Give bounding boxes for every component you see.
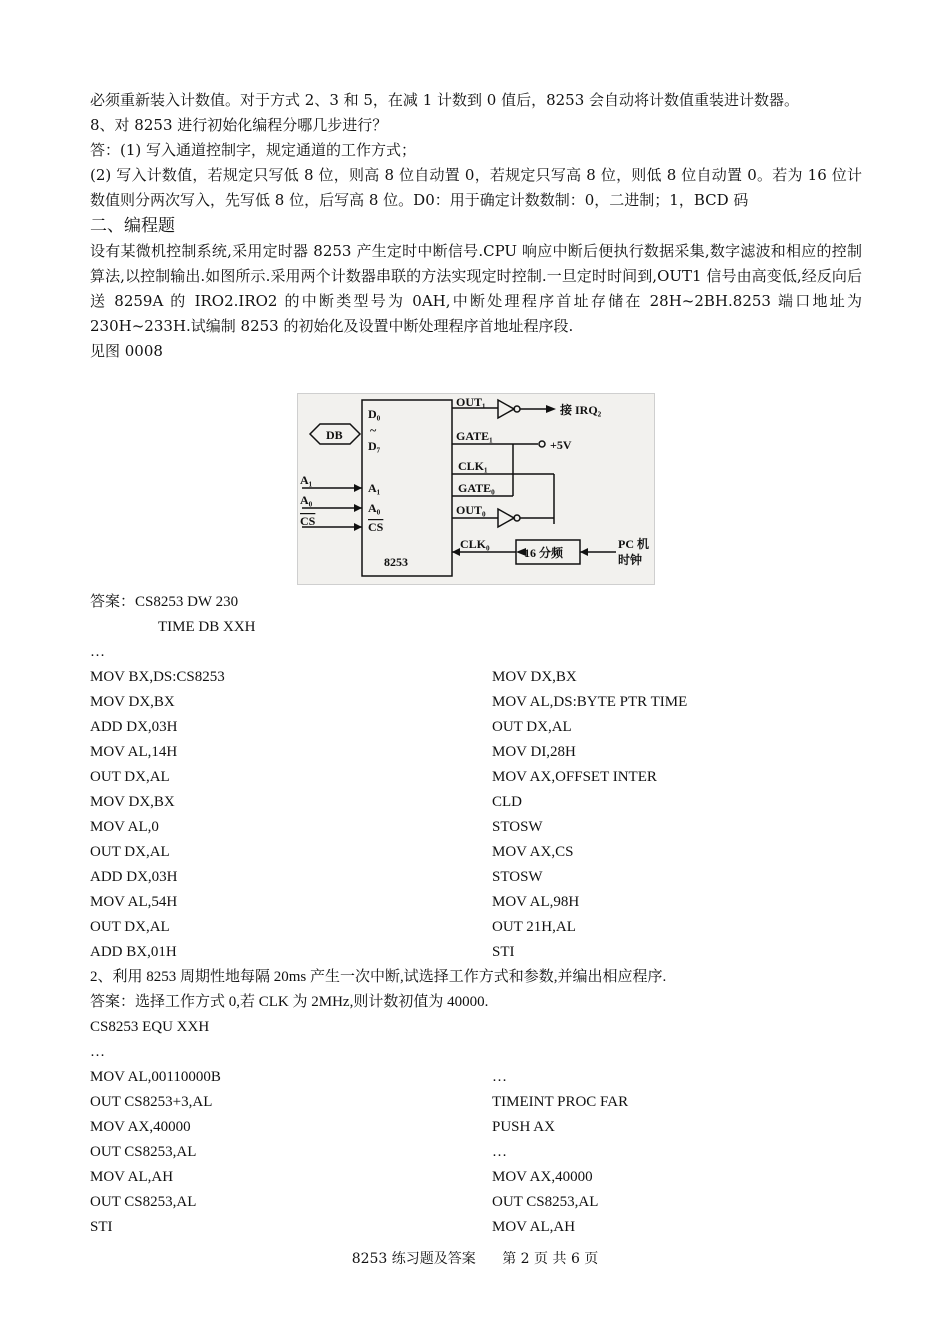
equ-definition: CS8253 EQU XXH [90,1019,210,1035]
code-right: … [492,1069,507,1085]
pc-clock-label-2: 时钟 [618,553,643,567]
code-right: OUT CS8253,AL [492,1194,599,1210]
cs-input: CS [300,514,316,528]
tilde-mark: ~ [370,423,377,437]
code-right: OUT DX,AL [492,719,572,735]
code-right: MOV AL,98H [492,894,580,910]
code-left: MOV AL,AH [90,1169,174,1185]
circuit-svg [298,394,654,584]
code-right: MOV AX,40000 [492,1169,593,1185]
code-row [90,740,850,765]
footer-title: 8253 练习题及答案 [351,1251,476,1267]
answer-1-code [90,590,850,965]
code-rows [90,665,850,965]
inverter-0 [498,509,514,527]
code-row [90,840,850,865]
code-right: MOV AX,OFFSET INTER [492,769,657,785]
code-left: MOV DX,BX [90,694,175,710]
code-row [90,1115,850,1140]
answer-1-label: 答案：CS8253 DW 230 [90,594,239,610]
code-right: STOSW [492,869,543,885]
code-row [90,1140,850,1165]
code-row [90,665,850,690]
code-right: OUT 21H,AL [492,919,576,935]
out1-pin: OUT₁ [456,395,486,409]
code-row [90,915,850,940]
circuit-diagram [297,393,655,585]
code-left: OUT CS8253,AL [90,1194,197,1210]
code-right: MOV AL,DS:BYTE PTR TIME [492,694,688,710]
code-left: ADD BX,01H [90,944,177,960]
a1-pin: A₁ [368,481,381,495]
out0-pin: OUT₀ [456,503,486,517]
code-right: STOSW [492,819,543,835]
gate1-pin: GATE₁ [456,429,493,443]
code-row [90,1165,850,1190]
time-definition: TIME DB XXH [158,619,256,635]
pc-clock-label-1: PC 机 [618,537,649,551]
ellipsis: … [90,644,105,660]
code-row [90,1215,850,1240]
code-right: MOV AX,CS [492,844,574,860]
code-left: OUT DX,AL [90,919,170,935]
code-row [90,790,850,815]
figure-reference: 见图 0008 [90,342,163,360]
inverter-1 [498,400,514,418]
code-right: … [492,1144,507,1160]
code-row [90,865,850,890]
code-right: MOV AL,AH [492,1219,576,1235]
d7-pin: D₇ [368,439,381,453]
question-8: 8、对 8253 进行初始化编程分哪几步进行？ [90,116,388,134]
text-line: 必须重新装入计数值。对于方式 2、3 和 5，在减 1 计数到 0 值后，8253 会自动将计数值重装进计数器。 [90,91,800,109]
db-label: DB [326,428,343,442]
question-2: 2、利用 8253 周期性地每隔 20ms 产生一次中断,试选择工作方式和参数,并编出相应程序. [90,969,667,985]
code-left: MOV AL,0 [90,819,159,835]
vcc-label: +5V [550,438,572,452]
code-row [90,1190,850,1215]
code-row [90,1090,850,1115]
code-right: MOV DI,28H [492,744,576,760]
a1-input: A₁ [300,473,313,487]
code-left: MOV AX,40000 [90,1119,191,1135]
code-row [90,1065,850,1090]
code-right: MOV DX,BX [492,669,577,685]
code-left: MOV AL,54H [90,894,178,910]
code-left: OUT CS8253+3,AL [90,1094,213,1110]
section-heading: 二、编程题 [90,216,175,236]
code-left: MOV DX,BX [90,794,175,810]
code-right: TIMEINT PROC FAR [492,1094,629,1110]
page-footer [0,1248,950,1268]
code-left: OUT DX,AL [90,844,170,860]
chip-label: 8253 [384,555,408,569]
code-left: MOV BX,DS:CS8253 [90,669,225,685]
code-left: STI [90,1219,113,1235]
code-rows [90,1065,850,1240]
code-left: ADD DX,03H [90,869,178,885]
code-row [90,690,850,715]
question-2-block [90,965,850,1240]
a0-input: A₀ [300,493,313,507]
clk0-pin: CLK₀ [460,537,490,551]
code-left: MOV AL,14H [90,744,178,760]
answer-2-label: 答案：选择工作方式 0,若 CLK 为 2MHz,则计数初值为 40000. [90,994,489,1010]
code-row [90,940,850,965]
code-left: MOV AL,00110000B [90,1069,221,1085]
a0-pin: A₀ [368,501,381,515]
code-right: PUSH AX [492,1119,555,1135]
code-right: CLD [492,794,522,810]
code-left: OUT DX,AL [90,769,170,785]
code-row [90,715,850,740]
ellipsis: … [90,1044,105,1060]
code-left: OUT CS8253,AL [90,1144,197,1160]
code-row [90,765,850,790]
footer-page-number: 第 2 页 共 6 页 [502,1251,599,1267]
cs-pin: CS [368,520,384,534]
answer-step-1: 答：(1) 写入通道控制字，规定通道的工作方式； [90,141,417,159]
code-row [90,815,850,840]
code-row [90,890,850,915]
answer-step-2: (2) 写入计数值，若规定只写低 8 位，则高 8 位自动置 0，若规定只写高 8 位，则低 8 位自动置 0。若为 16 位计数值则分两次写入，先写低 8 位，后写高 8 位。D0：用于确定计数数制：0，二进制；1，BCD 码 [90,166,862,209]
code-right: STI [492,944,515,960]
code-left: ADD DX,03H [90,719,178,735]
problem-statement: 设有某微机控制系统,采用定时器 8253 产生定时中断信号.CPU 响应中断后便执行数据采集,数字滤波和相应的控制算法,以控制输出.如图所示.采用两个计数器串联的方法实现定时控制.一旦定时时间到,OUT1 信号由高变低,经反向后送 8259A 的 IRO2.IRO2 的中断类型号为 0AH,中断处理程序首址存储在 28H~2BH.8253 端口地址为 230H~233H.试编制 8253 的初始化及设置中断处理程序首地址程序段. [90,242,862,335]
document-body [90,88,862,364]
clk1-pin: CLK₁ [458,459,488,473]
d0-pin: D₀ [368,407,381,421]
irq-label: 接 IRQ₂ [560,403,602,417]
divider-label: 16 分频 [524,546,564,560]
gate0-pin: GATE₀ [458,481,495,495]
